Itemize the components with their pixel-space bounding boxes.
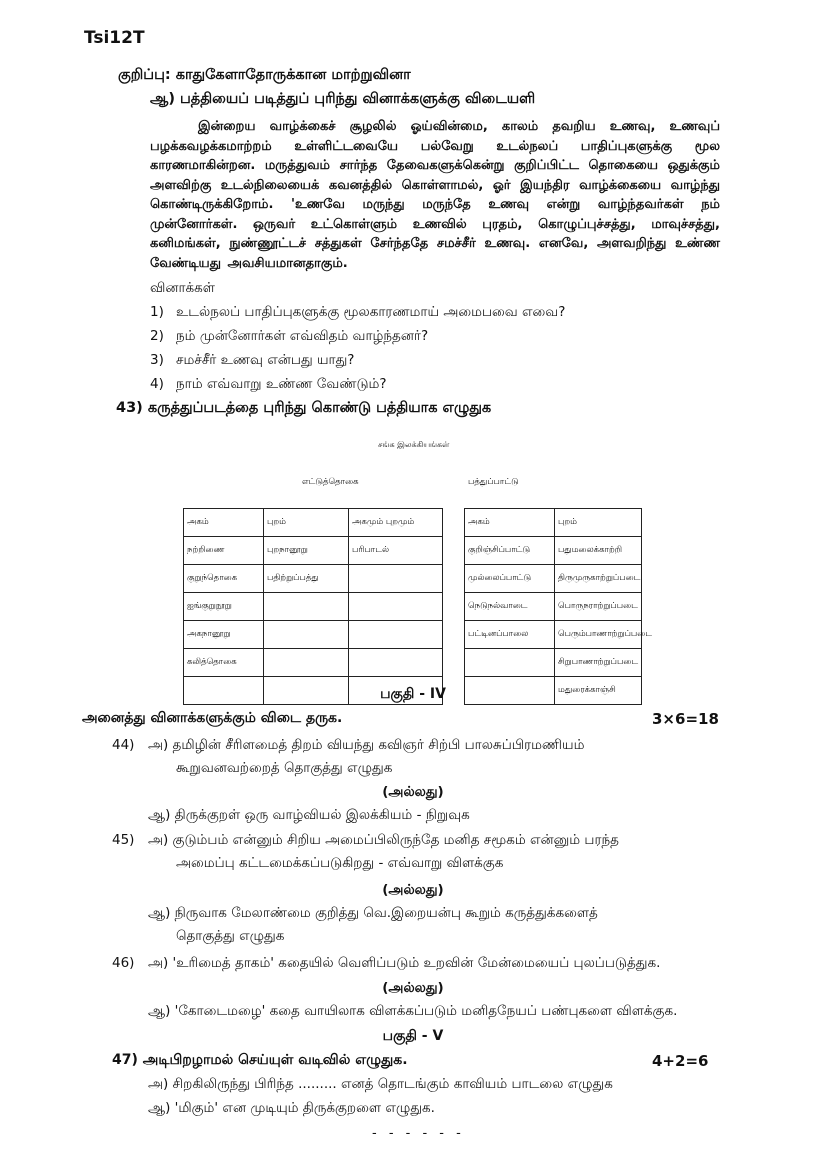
table-cell: ஐங்குறுநூறு [184,593,264,621]
table-cell: மதுரைக்காஞ்சி [555,677,642,705]
or-separator: (அல்லது) [382,980,444,996]
question-number: 45) [112,832,135,848]
question-option-b: ஆ) 'மிகும்' என முடியும் திருக்குறளை எழுதுக. [148,1100,435,1116]
section-4-marks: 3×6=18 [652,710,719,728]
question-option-a: அ) சிறகிலிருந்து பிரிந்த ......... எனத் தொடங்கும் காவியம் பாடலை எழுதுக [148,1076,613,1092]
question-text: சமச்சீர் உணவு என்பது யாது? [176,352,355,368]
table-cell: கலித்தொகை [184,649,264,677]
question-option-a-cont: அமைப்பு கட்டமைக்கப்படுகிறது - எவ்வாறு விளக்குக [176,855,504,871]
table-row [465,677,642,705]
table-cell: முல்லைப்பாட்டு [465,565,555,593]
or-separator: (அல்லது) [382,882,444,898]
table-cell [349,621,443,649]
question-text: நாம் எவ்வாறு உண்ண வேண்டும்? [176,376,387,392]
question-option-a: அ) 'உரிமைத் தாகம்' கதையில் வெளிப்படும் உறவின் மேன்மையைப் புலப்படுத்துக. [148,955,661,971]
table-row [465,509,642,537]
question-number: 44) [112,737,135,753]
table-cell: குறிஞ்சிப்பாட்டு [465,537,555,565]
table-cell [465,649,555,677]
table-row [465,649,642,677]
ettuthogai-heading: எட்டுத்தொகை [302,477,359,487]
table-cell: நெடுநல்வாடை [465,593,555,621]
table-row [184,593,443,621]
passage-instruction: ஆ) பத்தியைப் படித்துப் புரிந்து வினாக்களுக்கு விடையளி [150,91,536,107]
table-row [465,565,642,593]
table-cell: பதுமலைக்காற்றி [555,537,642,565]
pathupattu-heading: பத்துப்பாட்டு [468,477,519,487]
or-separator: (அல்லது) [382,784,444,800]
question-option-b: ஆ) திருக்குறள் ஒரு வாழ்வியல் இலக்கியம் - நிறுவுக [148,807,470,823]
passage-question [150,376,387,394]
end-marker: - - - - - - [372,1126,465,1141]
table-cell [349,649,443,677]
table-cell: அகம் [465,509,555,537]
table-cell: பதிற்றுப்பத்து [264,565,349,593]
table-cell: புறம் [555,509,642,537]
section-5-marks: 4+2=6 [652,1052,709,1070]
table-cell [264,677,349,705]
table-cell: நற்றிணை [184,537,264,565]
passage-question [150,304,565,322]
table-cell [349,593,443,621]
table-row [184,649,443,677]
table-cell: பட்டினப்பாலை [465,621,555,649]
passage-question [150,328,428,346]
table-cell: பொருநராற்றுப்படை [555,593,642,621]
question-47: 47) அடிபிறழாமல் செய்யுள் வடிவில் எழுதுக. [112,1052,408,1068]
table-cell: புறநானூறு [264,537,349,565]
section-5-title: பகுதி - V [382,1028,444,1044]
table-cell [465,677,555,705]
table-cell: பெரும்பாணாற்றுப்படை [555,621,642,649]
question-option-a: அ) தமிழின் சீரிளமைத் திறம் வியந்து கவிஞர் சிற்பி பாலசுப்பிரமணியம் [148,737,585,753]
section-4-instruction: அனைத்து வினாக்களுக்கும் விடை தருக. [82,710,343,726]
question-number: 1) [150,304,164,320]
table-cell: அகம் [184,509,264,537]
question-option-a-cont: கூறுவனவற்றைத் தொகுத்து எழுதுக [176,760,393,776]
table-cell: பரிபாடல் [349,537,443,565]
note-heading: குறிப்பு: காதுகேளாதோருக்கான மாற்றுவினா [118,67,411,83]
questions-label: வினாக்கள் [150,280,215,296]
question-option-b-cont: தொகுத்து எழுதுக [176,928,285,944]
pathupattu-table [464,508,653,705]
table-row [465,621,642,649]
table-cell: திருமுருகாற்றுப்படை [555,565,642,593]
passage-question [150,352,354,370]
table-cell [264,621,349,649]
table-cell: அகநானூறு [184,621,264,649]
table-cell: சிறுபாணாற்றுப்படை [555,649,642,677]
table-cell [184,677,264,705]
table-cell: புறம் [264,509,349,537]
table-row [184,537,443,565]
table-row [465,593,642,621]
table-row [184,565,443,593]
question-number: 2) [150,328,164,344]
question-number: 3) [150,352,164,368]
table-cell: அகமும் புறமும் [349,509,443,537]
section-4-title: பகுதி - IV [380,686,446,702]
table-cell [264,649,349,677]
question-43: 43) கருத்துப்படத்தை புரிந்து கொண்டு பத்தியாக எழுதுக [116,400,492,416]
question-text: நம் முன்னோர்கள் எவ்விதம் வாழ்ந்தனர்? [176,328,429,344]
question-option-b: ஆ) 'கோடைமழை' கதை வாயிலாக விளக்கப்படும் மனிதநேயப் பண்புகளை விளக்குக. [148,1003,678,1019]
passage-paragraph: இன்றைய வாழ்க்கைச் சூழலில் ஓய்வின்மை, காலம் தவறிய உணவு, உணவுப் பழக்கவழக்கமாற்றம் உள்ளிட்டவையே பல்வேறு உடல்நலப் பாதிப்புகளுக்கு மூல காரணமாகின்றன. மருத்துவம் சார்ந்த தேவைகளுக்கென்று குறிப்பிட்ட தொகையை ஒதுக்கும் அளவிற்கு உடல்நிலையைக் கவனத்தில் கொள்ளாமல், ஓர் இயந்திர வாழ்க்கையை வாழ்ந்து கொண்டிருக்கிறோம். 'உணவே மருந்து மருந்தே உணவு என்று வாழ்ந்தவர்கள் நம் முன்னோர்கள். ஒருவர் உட்கொள்ளும் உணவில் புரதம், கொழுப்புச்சத்து, மாவுச்சத்து, கனிமங்கள், நுண்ணூட்டச் சத்துகள் சேர்ந்ததே சமச்சீர் உணவு. எனவே, அளவறிந்து உண்ண வேண்டியது அவசியமானதாகும். [150,119,720,271]
question-option-a: அ) குடும்பம் என்னும் சிறிய அமைப்பிலிருந்தே மனித சமூகம் என்னும் பரந்த [148,832,619,848]
table-row [465,537,642,565]
table-cell: குறுந்தொகை [184,565,264,593]
question-number: 46) [112,955,135,971]
question-option-b: ஆ) நிருவாக மேலாண்மை குறித்து வெ.இறையன்பு கூறும் கருத்துக்களைத் [148,905,598,921]
ettuthogai-table [183,508,443,705]
table-row [184,621,443,649]
table-cell [264,593,349,621]
paper-code: Tsi12T [84,28,145,48]
question-number: 4) [150,376,164,392]
table-row [184,509,443,537]
diagram-title: சங்க இலக்கியங்கள் [378,440,450,449]
table-cell [349,565,443,593]
question-text: உடல்நலப் பாதிப்புகளுக்கு மூலகாரணமாய் அமைபவை எவை? [176,304,566,320]
